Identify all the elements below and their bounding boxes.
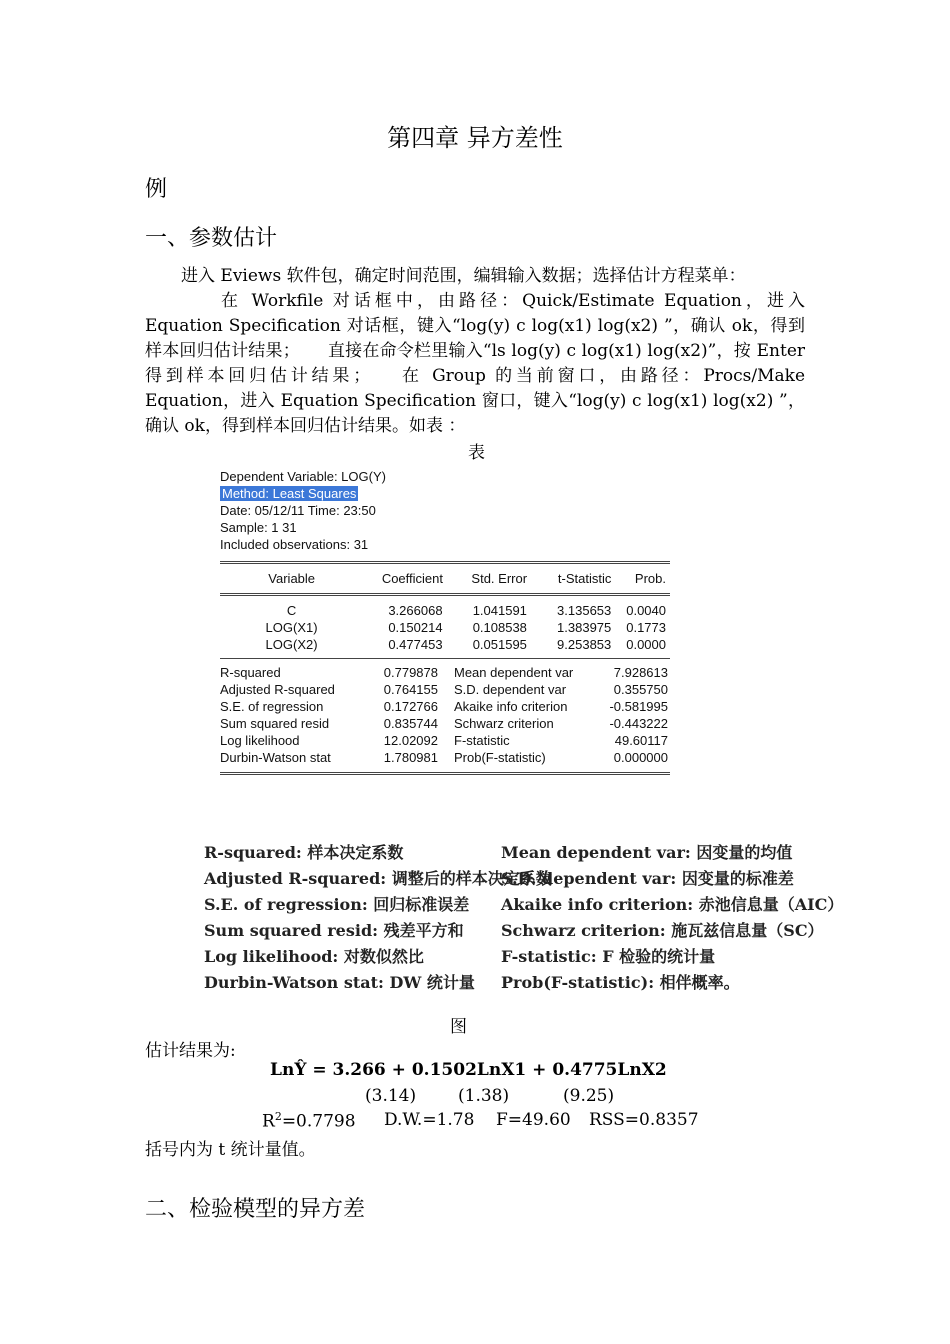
glossary-row — [204, 892, 844, 918]
cell: S.D. dependent var — [454, 682, 567, 697]
glossary-term: S.D. dependent var: 因变量的标准差 — [501, 869, 794, 888]
dw-stat: D.W.=1.78 — [384, 1110, 475, 1130]
glossary-row — [204, 918, 844, 944]
coefficient-table — [220, 602, 670, 653]
cell: 1.780981 — [383, 750, 438, 765]
table-row — [220, 681, 670, 698]
glossary-term: Durbin-Watson stat: DW 统计量 — [204, 973, 475, 992]
f-stat: F=49.60 — [496, 1110, 571, 1130]
cell: -0.581995 — [609, 699, 668, 714]
dependent-variable: Dependent Variable: LOG(Y) — [220, 469, 386, 484]
cell: 0.477453 — [388, 637, 443, 652]
header-t-statistic: t-Statistic — [557, 571, 612, 586]
t-value-c: (3.14) — [365, 1086, 417, 1106]
cell: 9.253853 — [557, 637, 612, 652]
r-squared-stat — [262, 1110, 356, 1132]
cell: 49.60117 — [614, 733, 668, 748]
cell: R-squared — [220, 665, 281, 680]
r2-superscript: 2 — [274, 1110, 282, 1123]
table-row — [220, 715, 670, 732]
t-note: 括号内为 t 统计量值。 — [145, 1140, 316, 1160]
glossary-figure — [204, 840, 844, 996]
regression-equation: LnŶ = 3.266 + 0.1502LnX1 + 0.4775LnX2 — [270, 1060, 667, 1080]
cell: 1.041591 — [472, 603, 527, 618]
table-row — [220, 749, 670, 766]
cell: 0.779878 — [383, 665, 438, 680]
header-variable: Variable — [268, 571, 316, 586]
r2-label: R — [262, 1111, 275, 1132]
figure-caption: 图 — [450, 1017, 467, 1037]
cell: S.E. of regression — [220, 699, 324, 714]
table-row — [220, 698, 670, 715]
result-label: 估计结果为: — [145, 1041, 236, 1061]
cell: Durbin-Watson stat — [220, 750, 331, 765]
intro-paragraph — [145, 264, 805, 439]
cell: 0.835744 — [383, 716, 438, 731]
intro-line-1: 进入 Eviews 软件包，确定时间范围，编辑输入数据；选择估计方程菜单： — [181, 266, 746, 286]
table-row — [220, 636, 670, 653]
glossary-term: Log likelihood: 对数似然比 — [204, 947, 424, 966]
cell: Log likelihood — [220, 733, 300, 748]
cell: 0.0000 — [626, 637, 666, 652]
r2-value: =0.7798 — [281, 1111, 356, 1132]
glossary-row — [204, 866, 844, 892]
eviews-header — [220, 468, 670, 553]
header-coefficient: Coefficient — [381, 571, 443, 586]
glossary-row — [204, 970, 844, 996]
cell: F-statistic — [454, 733, 510, 748]
cell: 0.051595 — [472, 637, 527, 652]
cell: 0.150214 — [388, 620, 443, 635]
glossary-term: Schwarz criterion: 施瓦兹信息量（SC） — [501, 921, 824, 940]
glossary-term: S.E. of regression: 回归标准误差 — [204, 895, 470, 914]
table-row — [220, 664, 670, 681]
cell: Prob(F-statistic) — [454, 750, 546, 765]
cell: 0.108538 — [472, 620, 527, 635]
statistics-table — [220, 664, 670, 766]
cell: 3.266068 — [388, 603, 443, 618]
intro-way-2: 直接在命令栏里输入“ls log(y) c log(x1) log(x2)”，按 Enter 得到样本回归估计结果； — [145, 341, 806, 386]
cell: -0.443222 — [609, 716, 668, 731]
cell: Schwarz criterion — [454, 716, 554, 731]
cell: 0.1773 — [626, 620, 666, 635]
method-label: Method: Least Squares — [222, 486, 357, 501]
section-heading-2: 二、检验模型的异方差 — [145, 1197, 366, 1222]
cell: Mean dependent var — [454, 665, 574, 680]
table-row — [220, 619, 670, 636]
intro-way-3: 在 Group 的当前窗口，由路径：Procs/Make Equation，进入 Equation Specification 窗口，键入“log(y) c log(x1) log(x2) ”，确认 ok，得到样本回归估计结果。如表 ： — [145, 366, 806, 436]
cell: 0.355750 — [613, 682, 668, 697]
cell: 12.02092 — [383, 733, 438, 748]
table-row — [220, 732, 670, 749]
table-row — [220, 602, 670, 619]
example-label: 例 — [145, 177, 168, 202]
cell: 0.172766 — [383, 699, 438, 714]
coefficient-header — [220, 570, 670, 587]
included-observations: Included observations: 31 — [220, 537, 369, 552]
t-value-x1: (1.38) — [458, 1086, 510, 1106]
cell: Akaike info criterion — [454, 699, 568, 714]
cell: LOG(X2) — [265, 637, 318, 652]
sample-range: Sample: 1 31 — [220, 520, 297, 535]
cell: C — [286, 603, 297, 618]
cell: Sum squared resid — [220, 716, 330, 731]
cell: 0.764155 — [383, 682, 438, 697]
header-std-error: Std. Error — [471, 571, 528, 586]
cell: 7.928613 — [613, 665, 668, 680]
page-title: 第四章 异方差性 — [387, 124, 563, 152]
table-caption: 表 — [468, 443, 485, 463]
cell: Adjusted R-squared — [220, 682, 335, 697]
glossary-term: Mean dependent var: 因变量的均值 — [501, 843, 793, 862]
cell: 0.0040 — [626, 603, 666, 618]
glossary-term: R-squared: 样本决定系数 — [204, 843, 404, 862]
glossary-term: F-statistic: F 检验的统计量 — [501, 947, 716, 966]
cell: 3.135653 — [557, 603, 612, 618]
glossary-term: Sum squared resid: 残差平方和 — [204, 921, 464, 940]
eviews-output — [220, 468, 670, 775]
cell: 0.000000 — [613, 750, 668, 765]
section-heading-1: 一、参数估计 — [145, 226, 278, 251]
glossary-term: Akaike info criterion: 赤池信息量（AIC） — [501, 895, 844, 914]
t-value-x2: (9.25) — [563, 1086, 615, 1106]
date-time: Date: 05/12/11 Time: 23:50 — [220, 503, 376, 518]
rss-stat: RSS=0.8357 — [589, 1110, 699, 1130]
glossary-term: Prob(F-statistic): 相伴概率。 — [501, 973, 740, 992]
glossary-term: Adjusted R-squared: 调整后的样本决定系数 — [204, 869, 552, 888]
glossary-row — [204, 944, 844, 970]
header-prob: Prob. — [634, 571, 666, 586]
intro-way-1: 在 Workfile 对话框中，由路径：Quick/Estimate Equation，进入 Equation Specification 对话框，键入“log(y) c log(x1) log(x2) ”，确认 ok，得到样本回归估计结果； — [145, 291, 805, 361]
cell: LOG(X1) — [265, 620, 318, 635]
cell: 1.383975 — [557, 620, 612, 635]
glossary-row — [204, 840, 844, 866]
